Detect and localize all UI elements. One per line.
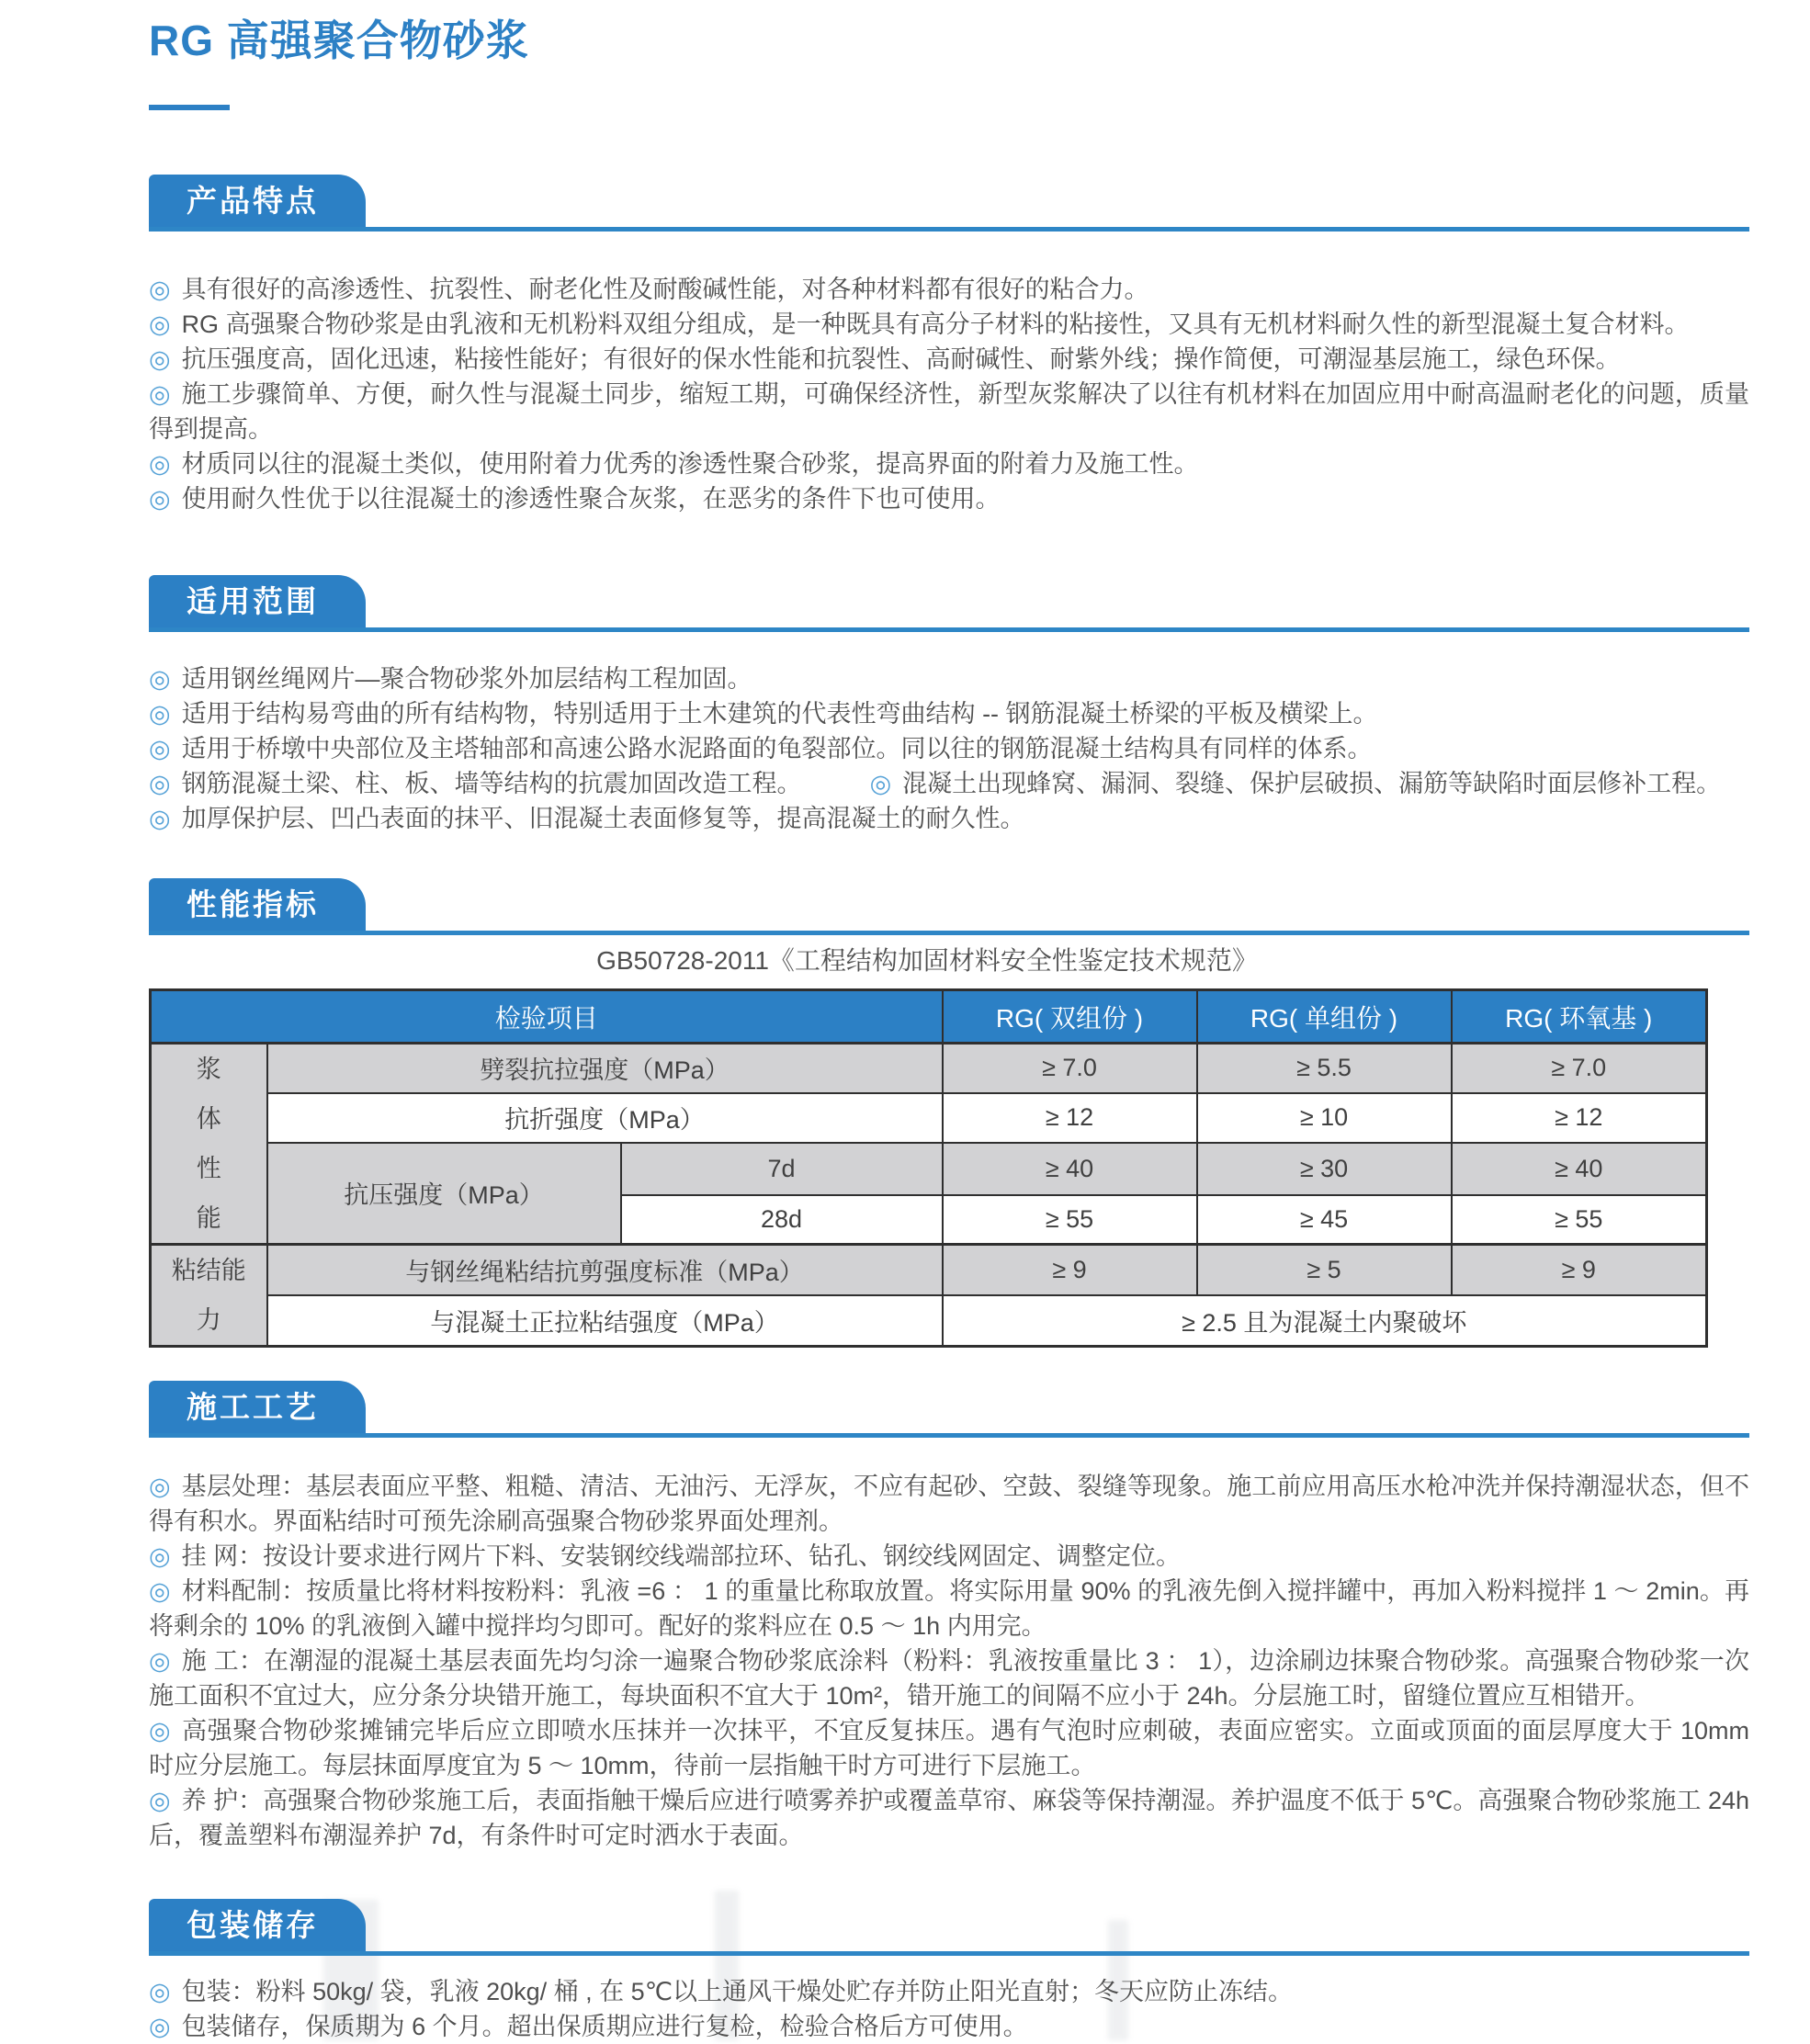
row-group-label: 浆体性能: [151, 1044, 267, 1245]
list-item-text: 包装储存，保质期为 6 个月。超出保质期应进行复检，检验合格后方可使用。: [181, 2013, 1028, 2040]
bullet-icon: ◎: [149, 770, 171, 797]
bullet-icon: ◎: [149, 311, 171, 338]
scope-list: [149, 661, 1749, 836]
list-item-text: 混凝土出现蜂窝、漏洞、裂缝、保护层破损、漏筋等缺陷时面层修补工程。: [902, 770, 1722, 797]
list-item: [149, 377, 1749, 446]
test-item-cell: 与混凝土正拉粘结强度（MPa）: [267, 1295, 943, 1347]
section-heading-label: 性能指标: [187, 887, 319, 921]
value-cell: ≥ 2.5 且为混凝土内聚破坏: [943, 1295, 1707, 1347]
bullet-icon: ◎: [149, 345, 171, 373]
value-cell: ≥ 45: [1197, 1195, 1452, 1245]
test-item-cell: 抗折强度（MPa）: [267, 1093, 943, 1143]
table-header-cell: RG( 环氧基 ): [1452, 990, 1707, 1044]
table-row: [151, 1245, 1707, 1296]
section-process: [149, 1381, 1749, 1853]
list-item: [149, 1574, 1749, 1643]
bullet-icon: ◎: [149, 1473, 171, 1500]
section-heading-banner: [149, 575, 366, 627]
list-item-text: 施工步骤简单、方便，耐久性与混凝土同步，缩短工期，可确保经济性，新型灰浆解决了以往有机材料在加固应用中耐高温耐老化的问题，质量得到提高。: [149, 380, 1750, 443]
list-item: [149, 1643, 1749, 1713]
section-rule: [149, 627, 1749, 632]
list-item: [149, 731, 1749, 766]
value-cell: ≥ 12: [943, 1093, 1197, 1143]
list-item-text: 适用于结构易弯曲的所有结构物，特别适用于土木建筑的代表性弯曲结构 -- 钢筋混凝土桥梁的平板及横梁上。: [181, 700, 1378, 728]
bullet-icon: ◎: [149, 450, 171, 478]
packaging-list: [149, 1974, 1749, 2044]
section-packaging: [149, 1899, 1749, 2044]
list-item-text: 施 工：在潮湿的混凝土基层表面先均匀涂一遍聚合物砂浆底涂料（粉料：乳液按重量比 3 ： 1），边涂刷边抹聚合物砂浆。高强聚合物砂浆一次施工面积不宜过大，应分条分块错开施工，每块面积不宜大于 10m²，错开施工的间隔不应小于 24h。分层施工时，留缝位置应互相错开。: [149, 1647, 1749, 1710]
section-features: [149, 175, 1749, 516]
title-underline: [149, 105, 230, 110]
section-heading-label: 包装储存: [187, 1908, 319, 1942]
bullet-icon: ◎: [149, 1647, 171, 1675]
bullet-icon: ◎: [149, 1542, 171, 1570]
test-item-cell: 与钢丝绳粘结抗剪强度标准（MPa）: [267, 1245, 943, 1296]
list-item-double: [149, 766, 1749, 801]
age-cell: 28d: [621, 1195, 943, 1245]
test-item-cell: 劈裂抗拉强度（MPa）: [267, 1044, 943, 1093]
row-group-label: 粘结能力: [151, 1245, 267, 1347]
list-item-text: 高强聚合物砂浆摊铺完毕后应立即喷水压抹并一次抹平，不宜反复抹压。遇有气泡时应刺破，表面应密实。立面或顶面的面层厚度大于 10mm 时应分层施工。每层抹面厚度宜为 5 ～ 10mm，待前一层指触干时方可进行下层施工。: [149, 1717, 1750, 1779]
section-heading-label: 适用范围: [187, 584, 319, 618]
bullet-icon: ◎: [149, 1787, 171, 1814]
bullet-icon: ◎: [149, 276, 171, 303]
list-item-text: 材质同以往的混凝土类似，使用附着力优秀的渗透性聚合砂浆，提高界面的附着力及施工性。: [181, 450, 1199, 478]
value-cell: ≥ 55: [1452, 1195, 1707, 1245]
list-item: [149, 661, 1749, 696]
list-item: [149, 1783, 1749, 1853]
table-header-cell: 检验项目: [151, 990, 943, 1044]
page-title: RG 高强聚合物砂浆: [149, 17, 529, 64]
value-cell: ≥ 9: [943, 1245, 1197, 1296]
list-item: [149, 342, 1749, 377]
test-item-cell: 抗压强度（MPa）: [267, 1143, 621, 1245]
bullet-icon: ◎: [149, 665, 171, 693]
list-item-text: RG 高强聚合物砂浆是由乳液和无机粉料双组分组成，是一种既具有高分子材料的粘接性，又具有无机材料耐久性的新型混凝土复合材料。: [181, 311, 1690, 338]
value-cell: ≥ 5: [1197, 1245, 1452, 1296]
bullet-icon: ◎: [149, 1978, 171, 2005]
list-item: [149, 307, 1749, 342]
section-rule: [149, 1433, 1749, 1438]
section-rule: [149, 227, 1749, 232]
age-cell: 7d: [621, 1143, 943, 1195]
section-heading-label: 产品特点: [187, 184, 319, 218]
value-cell: ≥ 7.0: [1452, 1044, 1707, 1093]
table-row: [151, 1093, 1707, 1143]
value-cell: ≥ 7.0: [943, 1044, 1197, 1093]
list-item-text: 包装：粉料 50kg/ 袋，乳液 20kg/ 桶 , 在 5℃以上通风干燥处贮存并防止阳光直射；冬天应防止冻结。: [181, 1978, 1294, 2005]
bullet-icon: ◎: [149, 735, 171, 762]
list-item-text: 钢筋混凝土梁、柱、板、墙等结构的抗震加固改造工程。: [181, 770, 802, 797]
section-performance: [149, 878, 1749, 1348]
bullet-icon: ◎: [149, 1577, 171, 1605]
value-cell: ≥ 12: [1452, 1093, 1707, 1143]
bullet-icon: ◎: [149, 485, 171, 513]
list-item: [149, 696, 1749, 731]
list-item-text: 加厚保护层、凹凸表面的抹平、旧混凝土表面修复等，提高混凝土的耐久性。: [181, 805, 1025, 832]
list-item-text: 具有很好的高渗透性、抗裂性、耐老化性及耐酸碱性能，对各种材料都有很好的粘合力。: [181, 276, 1149, 303]
list-item: [149, 801, 1749, 836]
table-row: [151, 1044, 1707, 1093]
value-cell: ≥ 40: [1452, 1143, 1707, 1195]
table-header-cell: RG( 单组份 ): [1197, 990, 1452, 1044]
section-heading-banner: [149, 878, 366, 931]
list-item-text: 挂 网：按设计要求进行网片下料、安装钢绞线端部拉环、钻孔、钢绞线网固定、调整定位。: [181, 1542, 1182, 1570]
table-row: [151, 1143, 1707, 1195]
table-row: [151, 1295, 1707, 1347]
table-header-cell: RG( 双组份 ): [943, 990, 1197, 1044]
performance-table: [149, 988, 1708, 1348]
list-item-text: 材料配制：按质量比将材料按粉料：乳液 =6 ： 1 的重量比称取放置。将实际用量 90% 的乳液先倒入搅拌罐中，再加入粉料搅拌 1 ～ 2min。再将剩余的 10% 的乳液倒入罐中搅拌均匀即可。配好的浆料应在 0.5 ～ 1h 内用完。: [149, 1577, 1750, 1640]
list-item: [149, 1713, 1749, 1783]
table-caption: GB50728-2011《工程结构加固材料安全性鉴定技术规范》: [596, 946, 1258, 975]
bullet-icon: ◎: [149, 1717, 172, 1745]
list-item-text: 使用耐久性优于以往混凝土的渗透性聚合灰浆，在恶劣的条件下也可使用。: [181, 485, 1001, 513]
value-cell: ≥ 5.5: [1197, 1044, 1452, 1093]
section-heading-banner: [149, 1381, 366, 1433]
bullet-icon: ◎: [149, 805, 171, 832]
list-item: [149, 446, 1749, 481]
list-item: [149, 272, 1749, 307]
section-rule: [149, 931, 1749, 935]
list-item: [149, 1974, 1749, 2009]
value-cell: ≥ 9: [1452, 1245, 1707, 1296]
list-item: [149, 481, 1749, 516]
list-item-text: 适用钢丝绳网片—聚合物砂浆外加层结构工程加固。: [181, 665, 752, 693]
bullet-icon: ◎: [149, 2013, 171, 2040]
value-cell: ≥ 55: [943, 1195, 1197, 1245]
section-heading-banner: [149, 175, 366, 227]
list-item-text: 适用于桥墩中央部位及主塔轴部和高速公路水泥路面的龟裂部位。同以往的钢筋混凝土结构具有同样的体系。: [181, 735, 1373, 762]
section-scope: [149, 575, 1749, 836]
process-list: [149, 1469, 1749, 1853]
features-list: [149, 272, 1749, 516]
section-rule: [149, 1951, 1749, 1956]
section-heading-label: 施工工艺: [187, 1390, 319, 1424]
list-item: [149, 1539, 1749, 1574]
bullet-icon: ◎: [149, 700, 171, 728]
value-cell: ≥ 30: [1197, 1143, 1452, 1195]
section-heading-banner: [149, 1899, 366, 1951]
value-cell: ≥ 40: [943, 1143, 1197, 1195]
table-header-row: [151, 990, 1707, 1044]
list-item-text: 抗压强度高，固化迅速，粘接性能好；有很好的保水性能和抗裂性、高耐碱性、耐紫外线；操作简便，可潮湿基层施工，绿色环保。: [181, 345, 1621, 373]
list-item: [149, 2009, 1749, 2044]
value-cell: ≥ 10: [1197, 1093, 1452, 1143]
list-item: [149, 1469, 1749, 1539]
list-item-text: 养 护：高强聚合物砂浆施工后，表面指触干燥后应进行喷雾养护或覆盖草帘、麻袋等保持潮湿。养护温度不低于 5℃。高强聚合物砂浆施工 24h 后，覆盖塑料布潮湿养护 7d，有条件时可定时洒水于表面。: [149, 1787, 1750, 1849]
bullet-icon: ◎: [869, 770, 892, 797]
list-item-text: 基层处理：基层表面应平整、粗糙、清洁、无油污、无浮灰，不应有起砂、空鼓、裂缝等现象。施工前应用高压水枪冲洗并保持潮湿状态，但不得有积水。界面粘结时可预先涂刷高强聚合物砂浆界面处理剂。: [149, 1473, 1750, 1535]
bullet-icon: ◎: [149, 380, 171, 408]
